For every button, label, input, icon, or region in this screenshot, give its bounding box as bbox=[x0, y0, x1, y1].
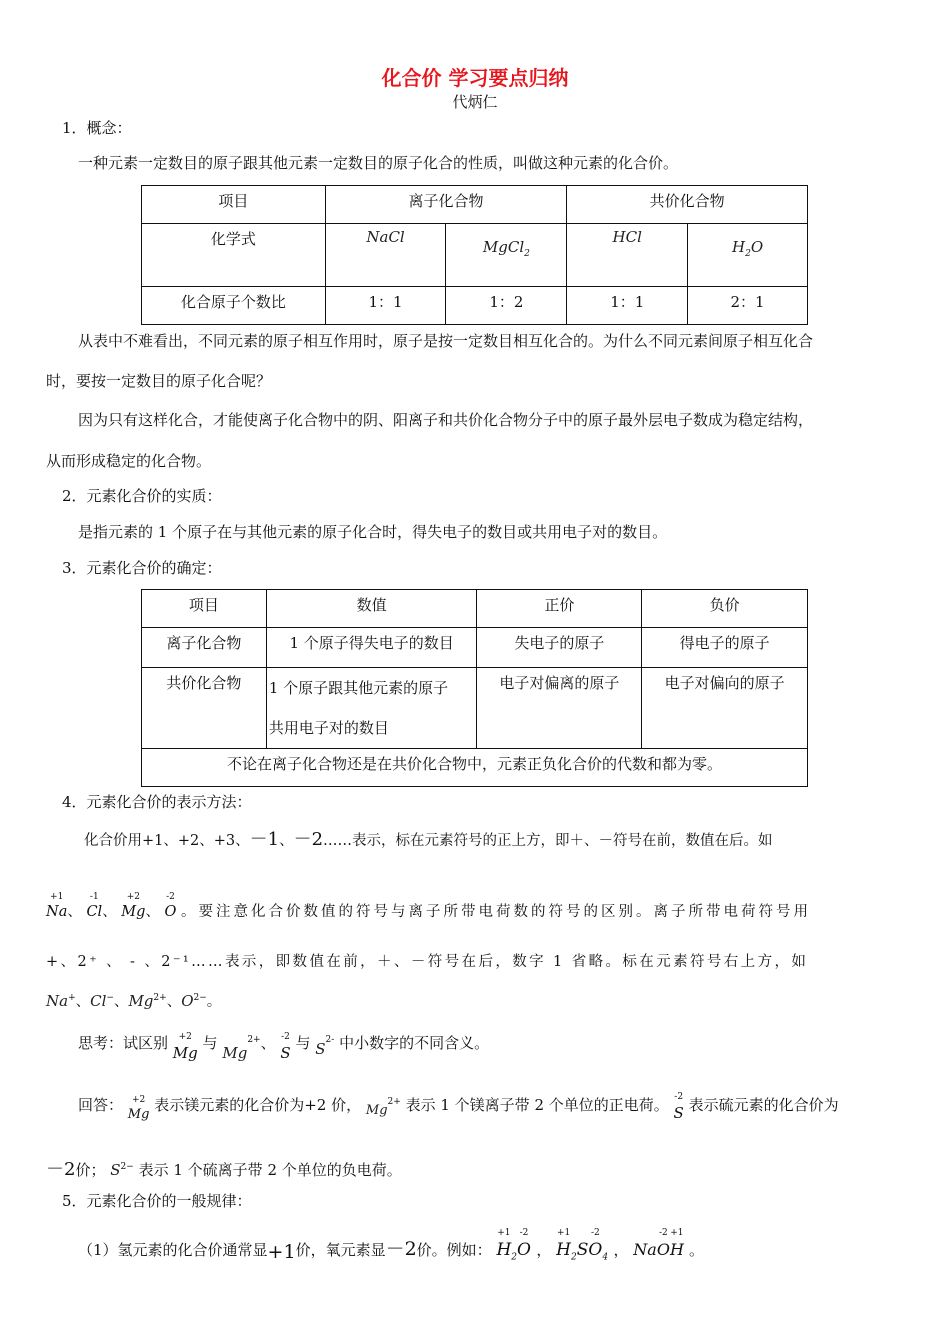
author: 代炳仁 bbox=[452, 93, 498, 111]
table2-row-covalent-label: 共价化合物 bbox=[142, 668, 267, 749]
table-compound-ratio bbox=[141, 185, 808, 325]
table2-covalent-negative: 电子对偏向的原子 bbox=[642, 668, 808, 749]
section-4-line-1: 化合价用+1、+2、+3、－1、－2……表示，标在元素符号的正上方，即＋、－符号在前，数值在后。如 bbox=[84, 829, 773, 850]
ratio-mgcl2: 1：2 bbox=[446, 287, 567, 325]
formula-mgcl2: MgCl$_2$ bbox=[446, 224, 567, 287]
section-2-heading: 2．元素化合价的实质： bbox=[62, 487, 222, 505]
paragraph-line: 时，要按一定数目的原子化合呢？ bbox=[46, 372, 272, 390]
section-1-heading: 1．概念： bbox=[62, 119, 132, 137]
table2-footer-note: 不论在离子化合物还是在共价化合物中，元素正负化合价的代数和都为零。 bbox=[142, 749, 808, 787]
valence-s: -2 S bbox=[673, 1092, 684, 1122]
section-4-line-3: +、2⁺ 、 - 、2⁻¹……表示，即数值在前，＋、－符号在后，数字 1 省略。标在元素符号右上方，如 bbox=[46, 954, 809, 970]
formula-naoh-valence: Na -2 O +1 H bbox=[633, 1228, 684, 1259]
table2-header-value: 数值 bbox=[266, 590, 477, 628]
table2-covalent-positive: 电子对偏离的原子 bbox=[477, 668, 642, 749]
section-5-rule-1: （1）氢元素的化合价通常显+1价，氧元素显－2价。例如： +1 $H_2$ -2 O ， +1 $H_2S$ -2 $O_4$ ， Na -2 O +1 H 。 bbox=[78, 1228, 704, 1263]
table2-ionic-negative: 得电子的原子 bbox=[642, 628, 808, 668]
table2-header-positive: 正价 bbox=[477, 590, 642, 628]
formula-h2so4-valence: +1 $H_2S$ -2 $O_4$ bbox=[556, 1228, 609, 1263]
answer-line-1: 回答： +2 Mg 表示镁元素的化合价为+2 价， $Mg^{2+}$ 表示 1 个镁离子带 2 个单位的正电荷。 -2 S 表示硫元素的化合价为 bbox=[78, 1092, 839, 1122]
think-line: 思考：试区别 +2 Mg 与 $Mg^{2+}$、 -2 S 与 $S^{2-}$ 中小数字的不同含义。 bbox=[78, 1032, 490, 1062]
formula-hcl: HCl bbox=[567, 224, 688, 287]
table1-header-item: 项目 bbox=[142, 186, 326, 224]
table2-header-negative: 负价 bbox=[642, 590, 808, 628]
table2-covalent-value: 1 个原子跟其他元素的原子 共用电子对的数目 bbox=[266, 668, 477, 749]
section-4-line-4: Na+、Cl−、$Mg^{2+}$、$O^{2-}$。 bbox=[46, 992, 222, 1010]
valence-s: -2 S bbox=[280, 1032, 291, 1062]
section-2-text: 是指元素的 1 个原子在与其他元素的原子化合时，得失电子的数目或共用电子对的数目。 bbox=[78, 523, 668, 541]
table1-header-covalent: 共价化合物 bbox=[567, 186, 808, 224]
formula-h2o-valence: +1 $H_2$ -2 O bbox=[496, 1228, 531, 1263]
paragraph-line: 从表中不难看出，不同元素的原子相互作用时，原子是按一定数目相互化合的。为什么不同元素间原子相互化合 bbox=[78, 332, 814, 350]
section-1-text: 一种元素一定数目的原子跟其他元素一定数目的原子化合的性质，叫做这种元素的化合价。 bbox=[78, 154, 679, 172]
section-5-heading: 5．元素化合价的一般规律： bbox=[62, 1192, 252, 1210]
valence-na: +1 Na bbox=[46, 892, 68, 920]
table1-header-ionic: 离子化合物 bbox=[325, 186, 567, 224]
section-4-heading: 4．元素化合价的表示方法： bbox=[62, 793, 252, 811]
table2-header-item: 项目 bbox=[142, 590, 267, 628]
paragraph-line: 从而形成稳定的化合物。 bbox=[46, 452, 212, 470]
table2-ionic-value: 1 个原子得失电子的数目 bbox=[266, 628, 477, 668]
ratio-nacl: 1：1 bbox=[325, 287, 446, 325]
ratio-h2o: 2：1 bbox=[688, 287, 808, 325]
valence-o: -2 O bbox=[164, 892, 177, 920]
table1-row-formula-label: 化学式 bbox=[142, 224, 326, 287]
formula-nacl: NaCl bbox=[325, 224, 446, 287]
valence-cl: -1 Cl bbox=[86, 892, 103, 920]
section-4-line-2: +1 Na、 -1 Cl、 +2 Mg、 -2 O 。要注意化合价数值的符号与离子所带电荷数的符号的区别。离子所带电荷符号用 bbox=[46, 892, 812, 920]
table-valence-determination bbox=[141, 589, 808, 787]
formula-h2o: $H_2O$ bbox=[688, 224, 808, 287]
section-3-heading: 3．元素化合价的确定： bbox=[62, 559, 222, 577]
answer-line-2: －2价； $S^{2-}$ 表示 1 个硫离子带 2 个单位的负电荷。 bbox=[46, 1159, 402, 1180]
valence-mg: +2 Mg bbox=[127, 1095, 150, 1122]
paragraph-line: 因为只有这样化合，才能使离子化合物中的阴、阳离子和共价化合物分子中的原子最外层电子数成为稳定结构， bbox=[78, 411, 814, 429]
page-title: 化合价 学习要点归纳 bbox=[381, 66, 569, 90]
table2-row-ionic-label: 离子化合物 bbox=[142, 628, 267, 668]
valence-mg: +2 Mg bbox=[121, 892, 146, 920]
table1-row-ratio-label: 化合原子个数比 bbox=[142, 287, 326, 325]
valence-mg: +2 Mg bbox=[172, 1032, 198, 1062]
ratio-hcl: 1：1 bbox=[567, 287, 688, 325]
table2-ionic-positive: 失电子的原子 bbox=[477, 628, 642, 668]
